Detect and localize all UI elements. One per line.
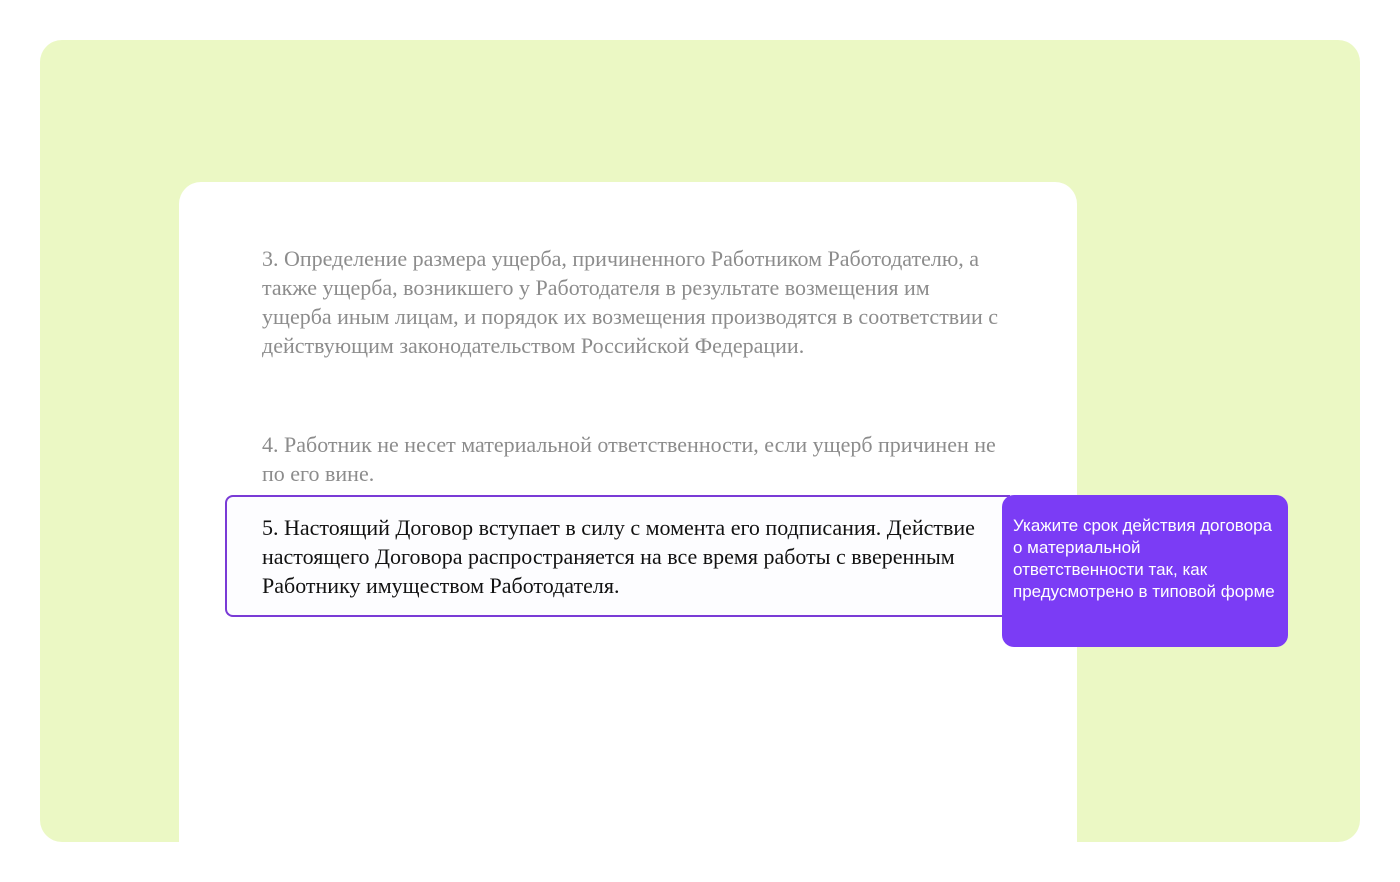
hint-tooltip [1002,495,1288,647]
clause-3-text: 3. Определение размера ущерба, причиненного Работником Работодателю, а также ущерба, возникшего у Работодателя в результате возмещения им ущерба иным лицам, и порядок их возмещения производятся в соответствии с действующим законодательством Российской Федерации. [262,246,999,358]
clause-4-text: 4. Работник не несет материальной ответственности, если ущерб причинен не по его вине. [262,432,996,486]
hint-text: Укажите срок действия договора о материальной ответственности так, как предусмотрено в типовой форме [1013,516,1275,601]
clause-5-text[interactable]: 5. Настоящий Договор вступает в силу с момента его подписания. Действие настоящего Договора распространяется на все время работы с вверенным Работнику имуществом Работодателя. [262,515,975,598]
